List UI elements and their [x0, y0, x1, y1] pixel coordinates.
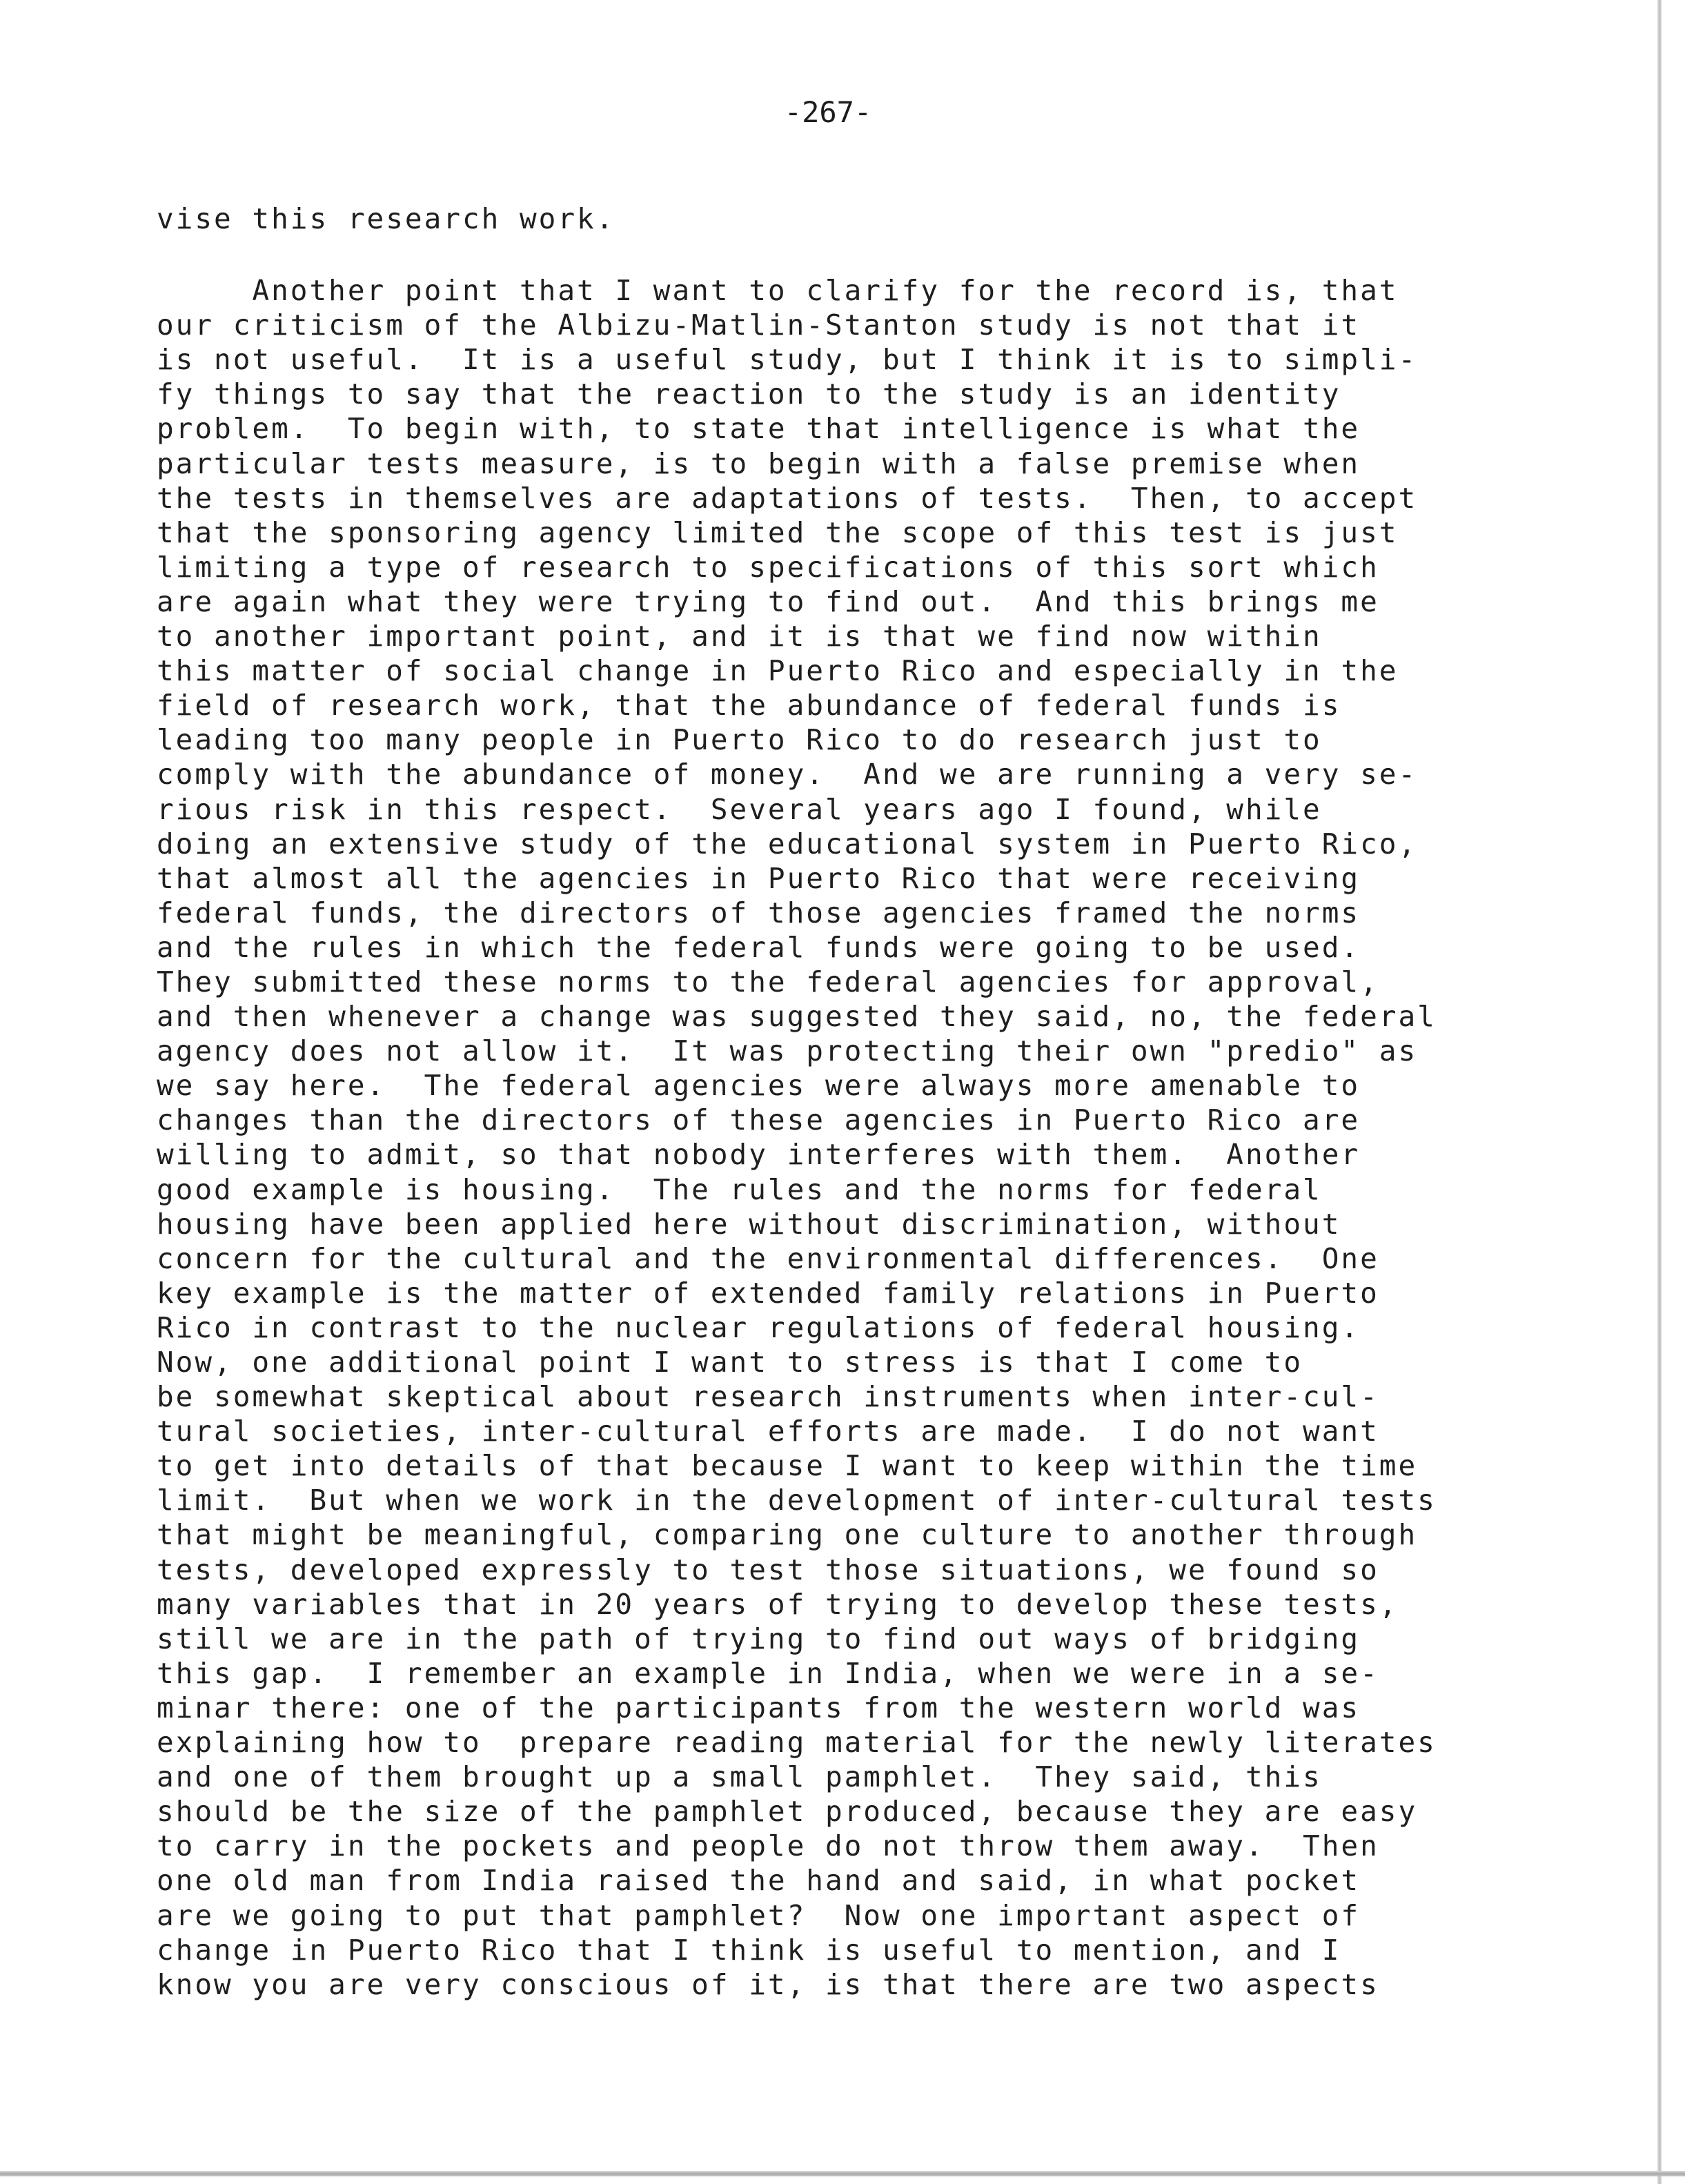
text-line: doing an extensive study of the educational system in Puerto Rico, — [157, 827, 1418, 860]
text-line: They submitted these norms to the federal agencies for approval, — [157, 965, 1379, 998]
page-edge-right — [1657, 0, 1662, 2184]
text-line: limit. But when we work in the development of inter-cultural tests — [157, 1484, 1437, 1517]
text-line: this matter of social change in Puerto Rico and especially in the — [157, 654, 1399, 688]
text-line: changes than the directors of these agencies in Puerto Rico are — [157, 1103, 1361, 1137]
text-line: rious risk in this respect. Several years ago I found, while — [157, 792, 1322, 826]
text-line: limiting a type of research to specifications of this sort which — [157, 550, 1379, 584]
text-line: tests, developed expressly to test those situations, we found so — [157, 1553, 1379, 1586]
text-line: be somewhat skeptical about research instruments when inter-cul- — [157, 1380, 1379, 1414]
page-number: -267- — [784, 95, 872, 129]
text-line: to get into details of that because I want to keep within the time — [157, 1449, 1418, 1483]
text-line: that might be meaningful, comparing one culture to another through — [157, 1518, 1418, 1552]
text-line: our criticism of the Albizu-Matlin-Stanton study is not that it — [157, 308, 1361, 342]
body-text — [157, 201, 1437, 2002]
text-line: fy things to say that the reaction to the study is an identity — [157, 377, 1341, 411]
paragraph-break — [157, 236, 1437, 273]
text-line: field of research work, that the abundance of federal funds is — [157, 689, 1341, 722]
text-line: this gap. I remember an example in India, when we were in a se- — [157, 1656, 1379, 1690]
text-line: to carry in the pockets and people do not throw them away. Then — [157, 1829, 1379, 1863]
text-line: we say here. The federal agencies were always more amenable to — [157, 1069, 1361, 1103]
text-line: is not useful. It is a useful study, but I think it is to simpli- — [157, 343, 1418, 377]
page-edge-bottom — [0, 2171, 1685, 2176]
text-line: know you are very conscious of it, is that there are two aspects — [157, 1967, 1379, 2001]
text-line: leading too many people in Puerto Rico to do research just to — [157, 723, 1322, 757]
text-line: particular tests measure, is to begin with a false premise when — [157, 446, 1361, 480]
text-line: Another point that I want to clarify for the record is, that — [157, 274, 1399, 308]
text-line: that almost all the agencies in Puerto Rico that were receiving — [157, 861, 1361, 895]
text-line: and then whenever a change was suggested they said, no, the federal — [157, 1000, 1437, 1034]
text-line: problem. To begin with, to state that intelligence is what the — [157, 412, 1361, 446]
text-line: one old man from India raised the hand and said, in what pocket — [157, 1864, 1361, 1898]
text-line: federal funds, the directors of those agencies framed the norms — [157, 896, 1361, 929]
text-line: minar there: one of the participants from the western world was — [157, 1691, 1361, 1724]
text-line: are again what they were trying to find out. And this brings me — [157, 584, 1379, 618]
text-line: still we are in the path of trying to find out ways of bridging — [157, 1622, 1361, 1655]
text-line: vise this research work. — [157, 202, 615, 235]
text-line: concern for the cultural and the environmental differences. One — [157, 1241, 1379, 1275]
text-line: explaining how to prepare reading material for the newly literates — [157, 1726, 1437, 1760]
text-line: Rico in contrast to the nuclear regulations of federal housing. — [157, 1310, 1361, 1344]
text-line: that the sponsoring agency limited the scope of this test is just — [157, 515, 1399, 549]
text-line: and the rules in which the federal funds were going to be used. — [157, 930, 1361, 964]
text-line: key example is the matter of extended family relations in Puerto — [157, 1276, 1379, 1310]
text-line: and one of them brought up a small pamphlet. They said, this — [157, 1760, 1322, 1794]
text-line: to another important point, and it is that we find now within — [157, 620, 1322, 653]
text-line: willing to admit, so that nobody interferes with them. Another — [157, 1138, 1361, 1172]
text-line: are we going to put that pamphlet? Now one important aspect of — [157, 1898, 1361, 1932]
text-line: tural societies, inter-cultural efforts are made. I do not want — [157, 1415, 1379, 1448]
text-line: change in Puerto Rico that I think is useful to mention, and I — [157, 1933, 1341, 1967]
text-line: agency does not allow it. It was protecting their own "predio" as — [157, 1034, 1418, 1068]
text-line: the tests in themselves are adaptations of tests. Then, to accept — [157, 481, 1418, 515]
text-line: many variables that in 20 years of trying to develop these tests, — [157, 1587, 1399, 1621]
text-line: should be the size of the pamphlet produced, because they are easy — [157, 1795, 1418, 1829]
text-line: good example is housing. The rules and the norms for federal — [157, 1172, 1322, 1206]
text-line: comply with the abundance of money. And we are running a very se- — [157, 758, 1418, 791]
text-line: housing have been applied here without discrimination, without — [157, 1207, 1341, 1241]
text-line: Now, one additional point I want to stress is that I come to — [157, 1346, 1303, 1379]
